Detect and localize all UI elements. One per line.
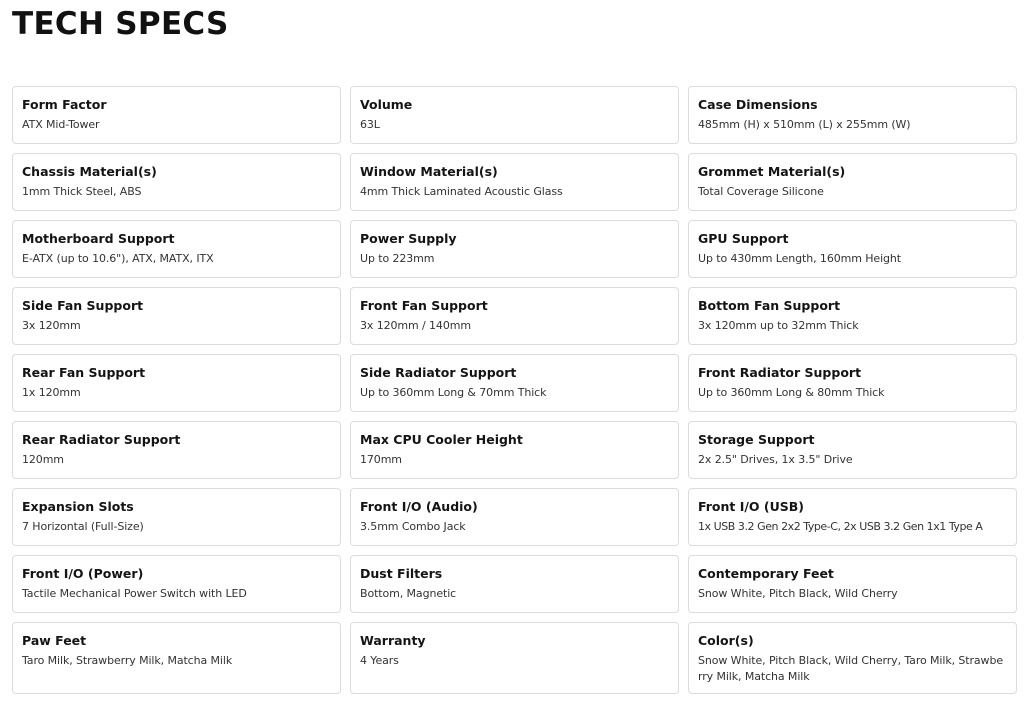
spec-card-storage-support xyxy=(688,421,1017,479)
spec-label: Front Fan Support xyxy=(360,298,488,313)
spec-card-case-dimensions xyxy=(688,86,1017,144)
spec-card-contemporary-feet xyxy=(688,555,1017,613)
spec-card-warranty xyxy=(350,622,679,694)
spec-value: 1x USB 3.2 Gen 2x2 Type-C, 2x USB 3.2 Gen 1x1 Type A xyxy=(698,520,983,533)
spec-card-paw-feet xyxy=(12,622,341,694)
spec-card-power-supply xyxy=(350,220,679,278)
spec-card-front-io-power xyxy=(12,555,341,613)
spec-label: Form Factor xyxy=(22,97,107,112)
spec-label: Front I/O (Audio) xyxy=(360,499,478,514)
spec-label: Expansion Slots xyxy=(22,499,134,514)
spec-label: Warranty xyxy=(360,633,426,648)
spec-card-front-fan-support xyxy=(350,287,679,345)
spec-value: 485mm (H) x 510mm (L) x 255mm (W) xyxy=(698,118,911,131)
spec-label: Motherboard Support xyxy=(22,231,175,246)
spec-card-chassis-materials xyxy=(12,153,341,211)
spec-label: Rear Fan Support xyxy=(22,365,146,380)
spec-label: Dust Filters xyxy=(360,566,443,581)
spec-card-side-fan-support xyxy=(12,287,341,345)
spec-label: Volume xyxy=(360,97,413,112)
spec-card-rear-fan-support xyxy=(12,354,341,412)
page-title: TECH SPECS xyxy=(12,6,229,42)
spec-label: Chassis Material(s) xyxy=(22,164,157,179)
spec-value: 170mm xyxy=(360,453,402,466)
spec-card-dust-filters xyxy=(350,555,679,613)
spec-value: 1x 120mm xyxy=(22,386,81,399)
spec-card-motherboard-support xyxy=(12,220,341,278)
spec-value: E-ATX (up to 10.6"), ATX, MATX, ITX xyxy=(22,252,214,265)
spec-label: Paw Feet xyxy=(22,633,87,648)
spec-label: Storage Support xyxy=(698,432,815,447)
spec-value: Taro Milk, Strawberry Milk, Matcha Milk xyxy=(22,654,233,667)
spec-card-rear-radiator-support xyxy=(12,421,341,479)
spec-label: Contemporary Feet xyxy=(698,566,834,581)
spec-card-window-materials xyxy=(350,153,679,211)
spec-value: ATX Mid-Tower xyxy=(22,118,100,131)
spec-label: Front Radiator Support xyxy=(698,365,862,380)
spec-label: Front I/O (Power) xyxy=(22,566,144,581)
spec-label: Bottom Fan Support xyxy=(698,298,841,313)
spec-label: Power Supply xyxy=(360,231,457,246)
spec-card-volume xyxy=(350,86,679,144)
spec-label: Color(s) xyxy=(698,633,754,648)
spec-card-max-cpu-cooler-height xyxy=(350,421,679,479)
spec-value: Up to 430mm Length, 160mm Height xyxy=(698,252,902,265)
spec-value: 3x 120mm / 140mm xyxy=(360,319,471,332)
spec-value: 1mm Thick Steel, ABS xyxy=(22,185,142,198)
spec-label: Window Material(s) xyxy=(360,164,498,179)
spec-label: Side Fan Support xyxy=(22,298,144,313)
spec-label: Front I/O (USB) xyxy=(698,499,805,514)
spec-card-form-factor xyxy=(12,86,341,144)
spec-card-side-radiator-support xyxy=(350,354,679,412)
spec-label: Rear Radiator Support xyxy=(22,432,181,447)
spec-label: GPU Support xyxy=(698,231,789,246)
spec-value: Total Coverage Silicone xyxy=(698,185,824,198)
spec-card-expansion-slots xyxy=(12,488,341,546)
spec-label: Max CPU Cooler Height xyxy=(360,432,523,447)
spec-value: Snow White, Pitch Black, Wild Cherry, Taro Milk, Strawberry Milk, Matcha Milk xyxy=(698,654,1004,683)
spec-value: Tactile Mechanical Power Switch with LED xyxy=(22,587,247,600)
spec-value: Up to 360mm Long & 80mm Thick xyxy=(698,386,885,399)
spec-card-gpu-support xyxy=(688,220,1017,278)
spec-label: Case Dimensions xyxy=(698,97,818,112)
tech-specs-grid xyxy=(12,86,1016,683)
spec-card-bottom-fan-support xyxy=(688,287,1017,345)
spec-value: 120mm xyxy=(22,453,64,466)
spec-card-front-io-usb xyxy=(688,488,1017,546)
spec-card-grommet-materials xyxy=(688,153,1017,211)
spec-value: Bottom, Magnetic xyxy=(360,587,457,600)
spec-value: 3x 120mm xyxy=(22,319,81,332)
spec-value: 2x 2.5" Drives, 1x 3.5" Drive xyxy=(698,453,853,466)
spec-card-front-radiator-support xyxy=(688,354,1017,412)
spec-value: 7 Horizontal (Full-Size) xyxy=(22,520,144,533)
spec-value: Snow White, Pitch Black, Wild Cherry xyxy=(698,587,898,600)
spec-label: Side Radiator Support xyxy=(360,365,517,380)
spec-card-front-io-audio xyxy=(350,488,679,546)
spec-value: Up to 223mm xyxy=(360,252,435,265)
spec-value: 4 Years xyxy=(360,654,399,667)
spec-label: Grommet Material(s) xyxy=(698,164,846,179)
spec-value: 63L xyxy=(360,118,380,131)
spec-value: 4mm Thick Laminated Acoustic Glass xyxy=(360,185,563,198)
spec-value: 3.5mm Combo Jack xyxy=(360,520,466,533)
spec-value: 3x 120mm up to 32mm Thick xyxy=(698,319,859,332)
spec-card-colors xyxy=(688,622,1017,694)
spec-value: Up to 360mm Long & 70mm Thick xyxy=(360,386,547,399)
